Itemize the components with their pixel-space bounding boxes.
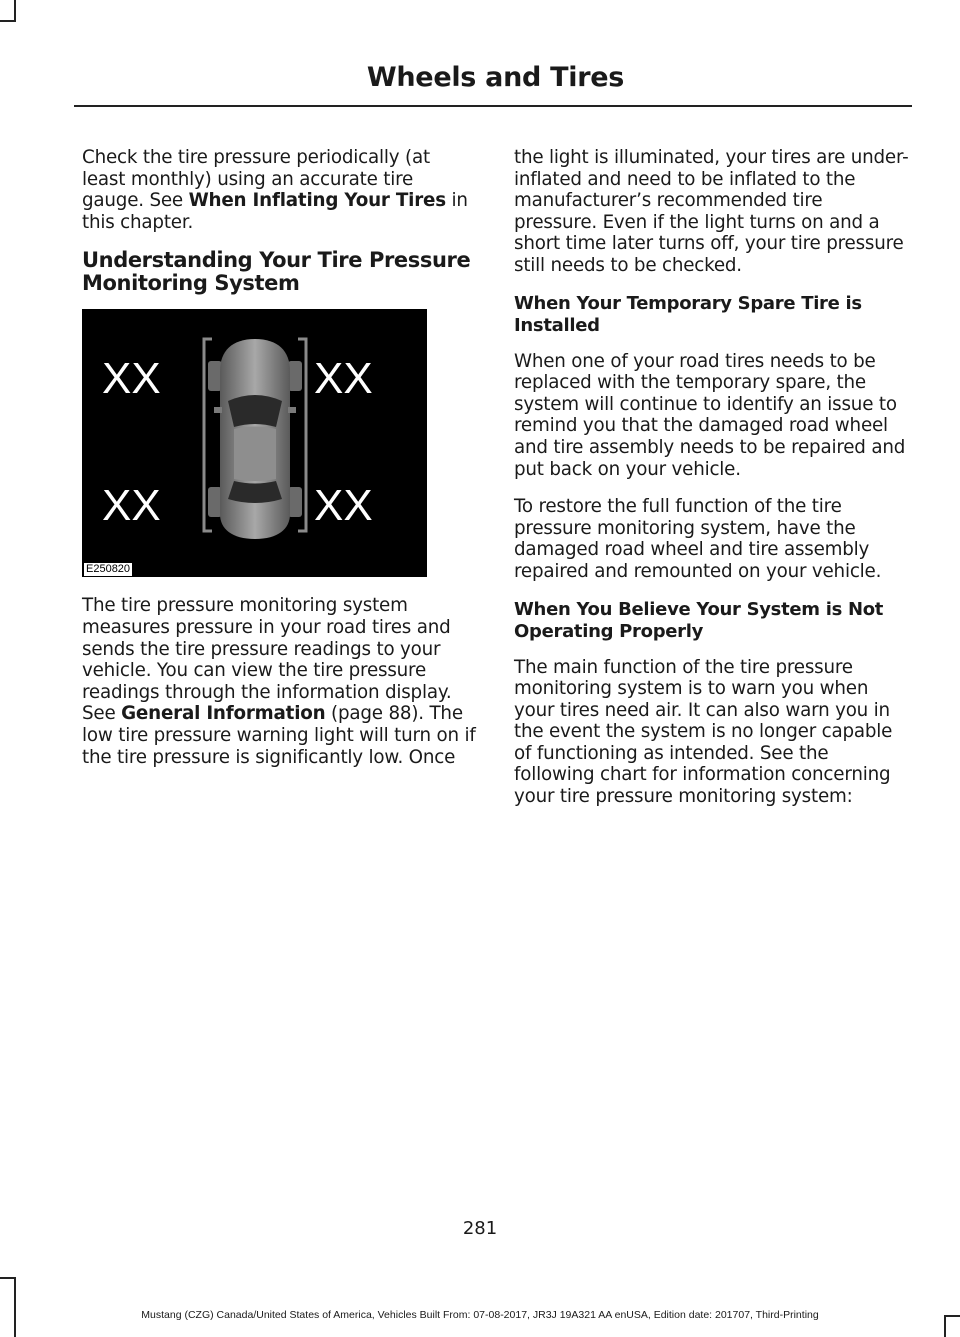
page-title: Wheels and Tires bbox=[366, 62, 624, 93]
footer-text: Mustang (CZG) Canada/United States of America, Vehicles Built From: 07-08-2017, JR3J 19A321 AA enUSA, Edition date: 201707, Third-Printing bbox=[141, 1309, 819, 1321]
reading-front-left: XX bbox=[102, 354, 161, 404]
paragraph: The main function of the tire pressure monitoring system is to warn you when your tires need air. It can also warn you in the event the system is no longer capable of functioning as intended. See the following chart for information concerning your tire pressure monitoring system: bbox=[514, 656, 893, 808]
cross-reference[interactable]: General Information bbox=[121, 703, 326, 725]
figure-id: E250820 bbox=[86, 563, 131, 576]
reading-rear-left: XX bbox=[102, 481, 161, 531]
reading-front-right: XX bbox=[314, 354, 373, 404]
paragraph: Check the tire pressure periodically (at least monthly) using an accurate tire gauge. See When Inflating Your Tires in this chapter. bbox=[82, 147, 468, 233]
cross-reference[interactable]: When Inflating Your Tires bbox=[188, 190, 446, 212]
header-divider bbox=[74, 105, 912, 107]
subsection-heading: When You Believe Your System is Not Operating Properly bbox=[514, 598, 884, 642]
tire-pressure-display-figure bbox=[82, 309, 427, 577]
reading-rear-right: XX bbox=[314, 481, 373, 531]
crop-mark bbox=[0, 20, 16, 22]
right-column bbox=[514, 147, 909, 824]
paragraph: The tire pressure monitoring system measures pressure in your road tires and sends the tire pressure readings to your vehicle. You can view the tire pressure readings through the information display. See General Information (page 88). The low tire pressure warning light will turn on if the tire pressure is significantly low. Once bbox=[82, 595, 476, 768]
paragraph: To restore the full function of the tire pressure monitoring system, have the damaged road wheel and tire assembly repaired and remounted on your vehicle. bbox=[514, 496, 882, 582]
crop-mark bbox=[14, 1277, 16, 1337]
car-top-view-icon bbox=[82, 309, 427, 577]
paragraph: the light is illuminated, your tires are under-inflated and need to be inflated to the manufacturer’s recommended tire pressure. Even if the light turns on and a short time later turns off, your tire pressure still needs to be checked. bbox=[514, 147, 909, 276]
section-heading: Understanding Your Tire Pressure Monitoring System bbox=[82, 248, 471, 296]
crop-mark bbox=[0, 1277, 16, 1279]
page-number: 281 bbox=[462, 1218, 498, 1239]
crop-mark bbox=[14, 0, 16, 22]
paragraph: When one of your road tires needs to be replaced with the temporary spare, the system will continue to identify an issue to remind you that the damaged road wheel and tire assembly needs to be repaired and put back on your vehicle. bbox=[514, 350, 906, 480]
subsection-heading: When Your Temporary Spare Tire is Installed bbox=[514, 292, 862, 336]
left-column bbox=[82, 147, 477, 784]
